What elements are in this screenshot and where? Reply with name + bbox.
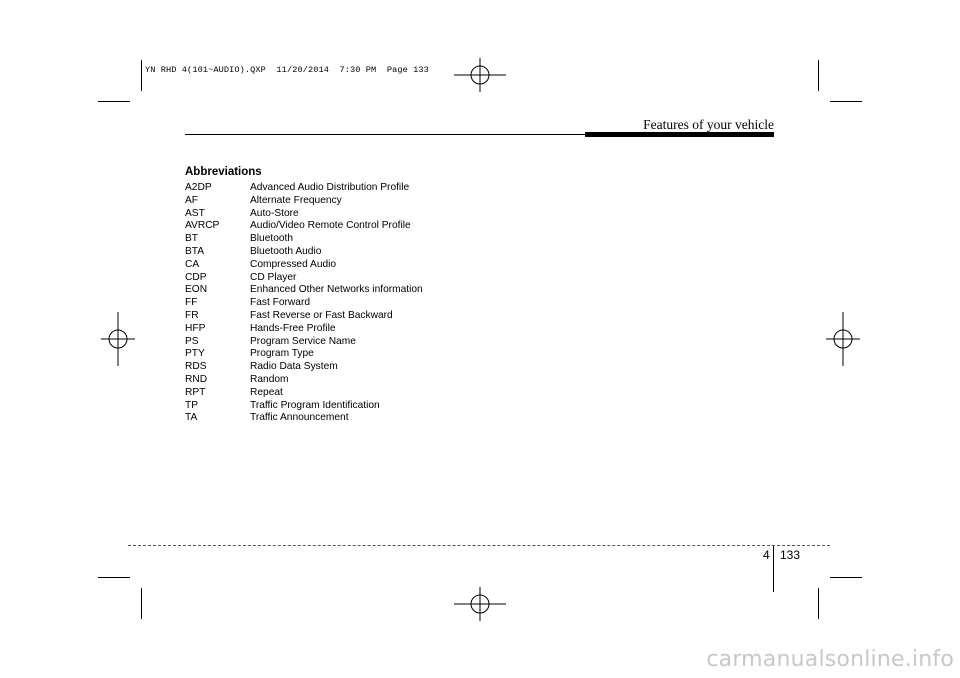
abbreviation-meaning: Traffic Program Identification [250, 399, 380, 411]
chapter-number: 4 [763, 548, 770, 562]
abbreviation-code: FF [185, 297, 198, 309]
abbreviation-code: RDS [185, 361, 207, 373]
abbreviation-code: HFP [185, 322, 206, 334]
abbreviation-meaning: CD Player [250, 271, 297, 283]
abbreviation-code: BT [185, 233, 199, 245]
abbreviation-code: EON [185, 284, 208, 296]
abbreviation-meaning: Auto-Store [250, 207, 299, 219]
abbreviation-meaning: Bluetooth Audio [250, 245, 322, 257]
abbreviation-code: TA [185, 412, 198, 424]
section-title: Features of your vehicle [643, 117, 774, 132]
abbreviation-meaning: Traffic Announcement [250, 412, 349, 424]
abbreviation-meaning: Fast Forward [250, 297, 311, 309]
abbreviations-heading: Abbreviations [185, 166, 262, 178]
abbreviation-meaning: Advanced Audio Distribution Profile [250, 182, 410, 193]
abbreviation-code: RPT [185, 386, 206, 398]
abbreviation-meaning: Hands-Free Profile [250, 322, 336, 334]
abbreviation-meaning: Compressed Audio [250, 258, 337, 270]
print-header: YN RHD 4(101~AUDIO).QXP 11/20/2014 7:30 PM Page 133 [145, 65, 429, 75]
abbreviation-meaning: Bluetooth [250, 233, 294, 245]
abbreviation-code: A2DP [185, 182, 212, 193]
abbreviation-code: AST [185, 207, 205, 219]
abbreviation-meaning: Program Type [250, 348, 314, 360]
registration-mark-icon [101, 312, 135, 366]
abbreviation-code: AF [185, 194, 199, 206]
registration-mark-icon [454, 58, 506, 92]
watermark: carmanualsonline.info [706, 647, 954, 672]
page-number: 133 [780, 548, 801, 562]
abbreviation-code: CA [185, 258, 200, 270]
abbreviation-meaning: Fast Reverse or Fast Backward [250, 309, 393, 321]
abbreviation-code: PS [185, 335, 199, 347]
abbreviation-code: RND [185, 373, 208, 385]
abbreviation-meaning: Alternate Frequency [250, 194, 342, 206]
registration-mark-icon [454, 587, 506, 621]
abbreviation-code: PTY [185, 348, 205, 360]
registration-mark-icon [826, 312, 860, 366]
abbreviation-meaning: Random [250, 373, 289, 385]
abbreviation-code: CDP [185, 271, 207, 283]
abbreviation-code: BTA [185, 245, 205, 257]
abbreviation-meaning: Repeat [250, 386, 283, 398]
abbreviation-code: FR [185, 309, 199, 321]
abbreviation-meaning: Program Service Name [250, 335, 356, 347]
abbreviation-meaning: Audio/Video Remote Control Profile [250, 220, 411, 232]
abbreviation-meaning: Radio Data System [250, 361, 338, 373]
abbreviation-code: AVRCP [185, 220, 220, 232]
abbreviation-meaning: Enhanced Other Networks information [250, 284, 423, 296]
abbreviation-code: TP [185, 399, 199, 411]
